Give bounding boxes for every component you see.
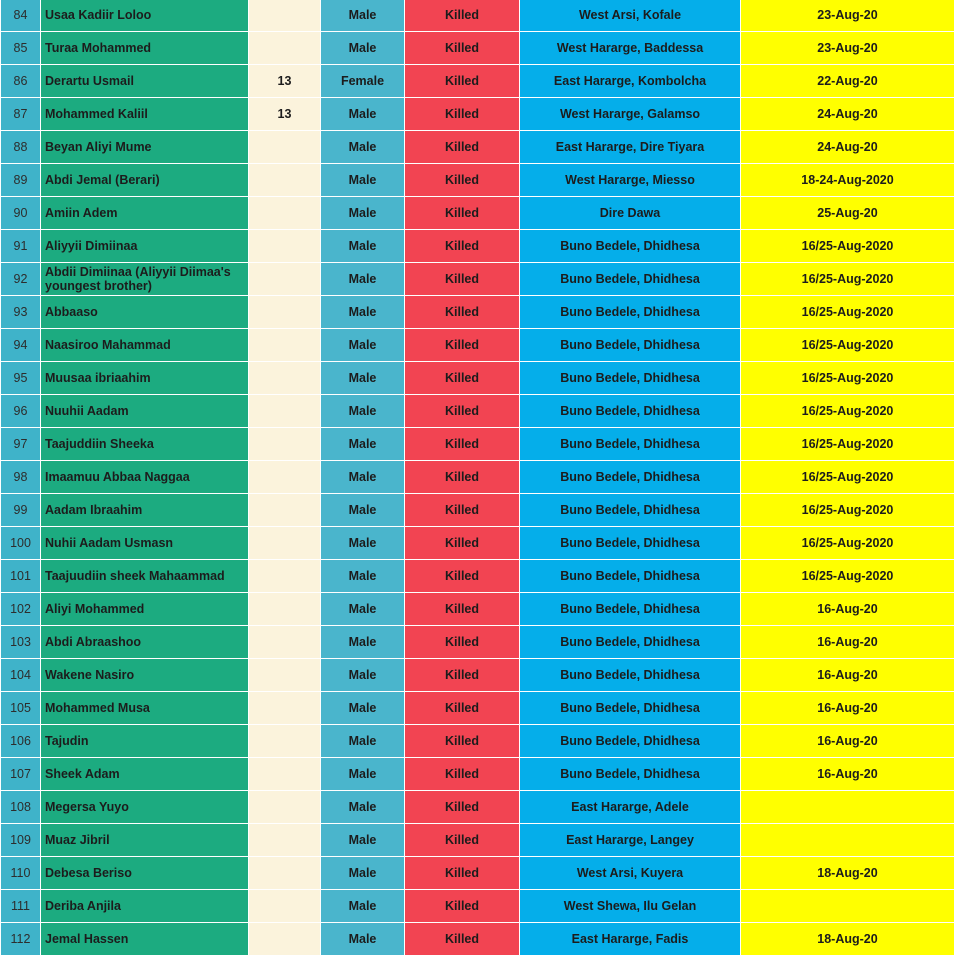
table-row — [1, 65, 954, 98]
location-cell[interactable]: Buno Bedele, Dhidhesa — [520, 593, 741, 626]
age-cell[interactable] — [249, 659, 321, 692]
date-cell[interactable]: 18-Aug-20 — [741, 923, 954, 956]
name-cell[interactable]: Taajuudiin sheek Mahaammad — [41, 560, 249, 593]
gender-cell[interactable]: Male — [321, 791, 405, 824]
status-cell[interactable]: Killed — [405, 791, 520, 824]
age-cell[interactable] — [249, 824, 321, 857]
date-cell[interactable]: 16/25-Aug-2020 — [741, 263, 954, 296]
gender-cell[interactable]: Male — [321, 659, 405, 692]
gender-cell[interactable]: Male — [321, 527, 405, 560]
location-cell[interactable]: Buno Bedele, Dhidhesa — [520, 659, 741, 692]
status-cell[interactable]: Killed — [405, 758, 520, 791]
age-cell[interactable] — [249, 230, 321, 263]
gender-cell[interactable]: Male — [321, 230, 405, 263]
row-number-cell[interactable]: 104 — [1, 659, 41, 692]
name-cell[interactable]: Mohammed Musa — [41, 692, 249, 725]
location-cell[interactable]: West Hararge, Miesso — [520, 164, 741, 197]
date-cell[interactable]: 16-Aug-20 — [741, 659, 954, 692]
gender-cell[interactable]: Male — [321, 593, 405, 626]
date-cell[interactable]: 16-Aug-20 — [741, 692, 954, 725]
status-cell[interactable]: Killed — [405, 560, 520, 593]
gender-cell[interactable]: Male — [321, 98, 405, 131]
location-cell[interactable]: Buno Bedele, Dhidhesa — [520, 230, 741, 263]
date-cell[interactable]: 16/25-Aug-2020 — [741, 560, 954, 593]
table-row — [1, 923, 954, 956]
name-cell[interactable]: Debesa Beriso — [41, 857, 249, 890]
row-number-cell[interactable]: 95 — [1, 362, 41, 395]
table-row — [1, 230, 954, 263]
age-cell[interactable] — [249, 692, 321, 725]
status-cell[interactable]: Killed — [405, 824, 520, 857]
table-row — [1, 197, 954, 230]
age-cell[interactable] — [249, 923, 321, 956]
age-cell[interactable] — [249, 197, 321, 230]
table-row — [1, 494, 954, 527]
date-cell[interactable]: 24-Aug-20 — [741, 131, 954, 164]
row-number-cell[interactable]: 99 — [1, 494, 41, 527]
status-cell[interactable]: Killed — [405, 362, 520, 395]
location-cell[interactable]: Buno Bedele, Dhidhesa — [520, 560, 741, 593]
status-cell[interactable]: Killed — [405, 197, 520, 230]
row-number-cell[interactable]: 85 — [1, 32, 41, 65]
gender-cell[interactable]: Male — [321, 461, 405, 494]
table-row — [1, 263, 954, 296]
table-row — [1, 527, 954, 560]
age-cell[interactable] — [249, 0, 321, 32]
table-row — [1, 791, 954, 824]
row-number-cell[interactable]: 88 — [1, 131, 41, 164]
age-cell[interactable] — [249, 131, 321, 164]
name-cell[interactable]: Wakene Nasiro — [41, 659, 249, 692]
date-cell[interactable]: 16-Aug-20 — [741, 626, 954, 659]
row-number-cell[interactable]: 86 — [1, 65, 41, 98]
status-cell[interactable]: Killed — [405, 395, 520, 428]
table-row — [1, 362, 954, 395]
name-cell[interactable]: Abdii Dimiinaa (Aliyyii Diimaa's youngest brother) — [41, 263, 249, 296]
age-cell[interactable] — [249, 890, 321, 923]
status-cell[interactable]: Killed — [405, 923, 520, 956]
location-cell[interactable]: Buno Bedele, Dhidhesa — [520, 362, 741, 395]
date-cell[interactable]: 23-Aug-20 — [741, 32, 954, 65]
status-cell[interactable]: Killed — [405, 626, 520, 659]
date-cell[interactable]: 16/25-Aug-2020 — [741, 527, 954, 560]
name-cell[interactable]: Turaa Mohammed — [41, 32, 249, 65]
table-row — [1, 692, 954, 725]
date-cell[interactable]: 16/25-Aug-2020 — [741, 230, 954, 263]
name-cell[interactable]: Usaa Kadiir Loloo — [41, 0, 249, 32]
age-cell[interactable] — [249, 296, 321, 329]
row-number-cell[interactable]: 87 — [1, 98, 41, 131]
date-cell[interactable]: 25-Aug-20 — [741, 197, 954, 230]
row-number-cell[interactable]: 111 — [1, 890, 41, 923]
location-cell[interactable]: West Arsi, Kuyera — [520, 857, 741, 890]
row-number-cell[interactable]: 94 — [1, 329, 41, 362]
date-cell[interactable]: 16/25-Aug-2020 — [741, 428, 954, 461]
age-cell[interactable] — [249, 725, 321, 758]
row-number-cell[interactable]: 96 — [1, 395, 41, 428]
status-cell[interactable]: Killed — [405, 593, 520, 626]
table-row — [1, 890, 954, 923]
date-cell[interactable] — [741, 791, 954, 824]
gender-cell[interactable]: Male — [321, 692, 405, 725]
row-number-cell[interactable]: 93 — [1, 296, 41, 329]
gender-cell[interactable]: Female — [321, 65, 405, 98]
row-number-cell[interactable]: 91 — [1, 230, 41, 263]
age-cell[interactable] — [249, 32, 321, 65]
table-row — [1, 428, 954, 461]
date-cell[interactable]: 22-Aug-20 — [741, 65, 954, 98]
gender-cell[interactable]: Male — [321, 626, 405, 659]
age-cell[interactable] — [249, 395, 321, 428]
age-cell[interactable] — [249, 791, 321, 824]
gender-cell[interactable]: Male — [321, 494, 405, 527]
location-cell[interactable]: East Hararge, Langey — [520, 824, 741, 857]
location-cell[interactable]: West Hararge, Baddessa — [520, 32, 741, 65]
date-cell[interactable]: 23-Aug-20 — [741, 0, 954, 32]
location-cell[interactable]: West Shewa, Ilu Gelan — [520, 890, 741, 923]
status-cell[interactable]: Killed — [405, 890, 520, 923]
name-cell[interactable]: Tajudin — [41, 725, 249, 758]
age-cell[interactable] — [249, 626, 321, 659]
name-cell[interactable]: Mohammed Kaliil — [41, 98, 249, 131]
age-cell[interactable]: 13 — [249, 98, 321, 131]
name-cell[interactable]: Muaz Jibril — [41, 824, 249, 857]
date-cell[interactable]: 16-Aug-20 — [741, 758, 954, 791]
age-cell[interactable] — [249, 362, 321, 395]
name-cell[interactable]: Aadam Ibraahim — [41, 494, 249, 527]
location-cell[interactable]: Dire Dawa — [520, 197, 741, 230]
location-cell[interactable]: Buno Bedele, Dhidhesa — [520, 428, 741, 461]
status-cell[interactable]: Killed — [405, 494, 520, 527]
status-cell[interactable]: Killed — [405, 65, 520, 98]
date-cell[interactable]: 16/25-Aug-2020 — [741, 461, 954, 494]
table-row — [1, 758, 954, 791]
location-cell[interactable]: Buno Bedele, Dhidhesa — [520, 395, 741, 428]
table-body — [1, 0, 954, 956]
row-number-cell[interactable]: 98 — [1, 461, 41, 494]
gender-cell[interactable]: Male — [321, 32, 405, 65]
row-number-cell[interactable]: 89 — [1, 164, 41, 197]
status-cell[interactable]: Killed — [405, 296, 520, 329]
date-cell[interactable]: 18-24-Aug-2020 — [741, 164, 954, 197]
row-number-cell[interactable]: 108 — [1, 791, 41, 824]
location-cell[interactable]: Buno Bedele, Dhidhesa — [520, 329, 741, 362]
gender-cell[interactable]: Male — [321, 263, 405, 296]
table-row — [1, 593, 954, 626]
age-cell[interactable] — [249, 593, 321, 626]
gender-cell[interactable]: Male — [321, 131, 405, 164]
table-row — [1, 329, 954, 362]
gender-cell[interactable]: Male — [321, 395, 405, 428]
status-cell[interactable]: Killed — [405, 98, 520, 131]
location-cell[interactable]: Buno Bedele, Dhidhesa — [520, 626, 741, 659]
location-cell[interactable]: Buno Bedele, Dhidhesa — [520, 692, 741, 725]
table-row — [1, 32, 954, 65]
row-number-cell[interactable]: 97 — [1, 428, 41, 461]
table-row — [1, 131, 954, 164]
name-cell[interactable]: Naasiroo Mahammad — [41, 329, 249, 362]
row-number-cell[interactable]: 112 — [1, 923, 41, 956]
gender-cell[interactable]: Male — [321, 824, 405, 857]
status-cell[interactable]: Killed — [405, 527, 520, 560]
gender-cell[interactable]: Male — [321, 0, 405, 32]
age-cell[interactable] — [249, 758, 321, 791]
name-cell[interactable]: Aliyi Mohammed — [41, 593, 249, 626]
date-cell[interactable]: 16-Aug-20 — [741, 593, 954, 626]
status-cell[interactable]: Killed — [405, 32, 520, 65]
location-cell[interactable]: West Arsi, Kofale — [520, 0, 741, 32]
table-row — [1, 725, 954, 758]
status-cell[interactable]: Killed — [405, 428, 520, 461]
status-cell[interactable]: Killed — [405, 0, 520, 32]
date-cell[interactable]: 16/25-Aug-2020 — [741, 494, 954, 527]
table-row — [1, 857, 954, 890]
age-cell[interactable] — [249, 329, 321, 362]
date-cell[interactable] — [741, 890, 954, 923]
location-cell[interactable]: East Hararge, Fadis — [520, 923, 741, 956]
name-cell[interactable]: Abdi Abraashoo — [41, 626, 249, 659]
gender-cell[interactable]: Male — [321, 725, 405, 758]
location-cell[interactable]: East Hararge, Adele — [520, 791, 741, 824]
location-cell[interactable]: East Hararge, Kombolcha — [520, 65, 741, 98]
location-cell[interactable]: Buno Bedele, Dhidhesa — [520, 263, 741, 296]
date-cell[interactable]: 16/25-Aug-2020 — [741, 296, 954, 329]
gender-cell[interactable]: Male — [321, 362, 405, 395]
table-row — [1, 461, 954, 494]
table-row — [1, 659, 954, 692]
name-cell[interactable]: Aliyyii Dimiinaa — [41, 230, 249, 263]
status-cell[interactable]: Killed — [405, 461, 520, 494]
name-cell[interactable]: Jemal Hassen — [41, 923, 249, 956]
status-cell[interactable]: Killed — [405, 659, 520, 692]
age-cell[interactable]: 13 — [249, 65, 321, 98]
table-row — [1, 164, 954, 197]
date-cell[interactable]: 16/25-Aug-2020 — [741, 395, 954, 428]
row-number-cell[interactable]: 109 — [1, 824, 41, 857]
row-number-cell[interactable]: 102 — [1, 593, 41, 626]
row-number-cell[interactable]: 100 — [1, 527, 41, 560]
row-number-cell[interactable]: 105 — [1, 692, 41, 725]
gender-cell[interactable]: Male — [321, 560, 405, 593]
date-cell[interactable]: 16/25-Aug-2020 — [741, 329, 954, 362]
age-cell[interactable] — [249, 164, 321, 197]
row-number-cell[interactable]: 107 — [1, 758, 41, 791]
status-cell[interactable]: Killed — [405, 692, 520, 725]
table-row — [1, 0, 954, 32]
date-cell[interactable]: 16-Aug-20 — [741, 725, 954, 758]
gender-cell[interactable]: Male — [321, 197, 405, 230]
gender-cell[interactable]: Male — [321, 296, 405, 329]
table-row — [1, 395, 954, 428]
age-cell[interactable] — [249, 428, 321, 461]
row-number-cell[interactable]: 103 — [1, 626, 41, 659]
gender-cell[interactable]: Male — [321, 758, 405, 791]
date-cell[interactable]: 18-Aug-20 — [741, 857, 954, 890]
row-number-cell[interactable]: 84 — [1, 0, 41, 32]
gender-cell[interactable]: Male — [321, 923, 405, 956]
status-cell[interactable]: Killed — [405, 329, 520, 362]
location-cell[interactable]: East Hararge, Dire Tiyara — [520, 131, 741, 164]
age-cell[interactable] — [249, 560, 321, 593]
age-cell[interactable] — [249, 494, 321, 527]
name-cell[interactable]: Abdi Jemal (Berari) — [41, 164, 249, 197]
row-number-cell[interactable]: 101 — [1, 560, 41, 593]
name-cell[interactable]: Imaamuu Abbaa Naggaa — [41, 461, 249, 494]
name-cell[interactable]: Beyan Aliyi Mume — [41, 131, 249, 164]
status-cell[interactable]: Killed — [405, 857, 520, 890]
table-row — [1, 560, 954, 593]
age-cell[interactable] — [249, 263, 321, 296]
date-cell[interactable]: 24-Aug-20 — [741, 98, 954, 131]
location-cell[interactable]: Buno Bedele, Dhidhesa — [520, 494, 741, 527]
age-cell[interactable] — [249, 857, 321, 890]
name-cell[interactable]: Derartu Usmail — [41, 65, 249, 98]
name-cell[interactable]: Megersa Yuyo — [41, 791, 249, 824]
name-cell[interactable]: Deriba Anjila — [41, 890, 249, 923]
name-cell[interactable]: Taajuddiin Sheeka — [41, 428, 249, 461]
gender-cell[interactable]: Male — [321, 857, 405, 890]
age-cell[interactable] — [249, 461, 321, 494]
table-row — [1, 824, 954, 857]
status-cell[interactable]: Killed — [405, 164, 520, 197]
row-number-cell[interactable]: 110 — [1, 857, 41, 890]
location-cell[interactable]: Buno Bedele, Dhidhesa — [520, 296, 741, 329]
gender-cell[interactable]: Male — [321, 890, 405, 923]
row-number-cell[interactable]: 90 — [1, 197, 41, 230]
row-number-cell[interactable]: 92 — [1, 263, 41, 296]
date-cell[interactable]: 16/25-Aug-2020 — [741, 362, 954, 395]
location-cell[interactable]: Buno Bedele, Dhidhesa — [520, 725, 741, 758]
gender-cell[interactable]: Male — [321, 329, 405, 362]
name-cell[interactable]: Amiin Adem — [41, 197, 249, 230]
name-cell[interactable]: Muusaa ibriaahim — [41, 362, 249, 395]
gender-cell[interactable]: Male — [321, 164, 405, 197]
location-cell[interactable]: Buno Bedele, Dhidhesa — [520, 527, 741, 560]
name-cell[interactable]: Nuhii Aadam Usmasn — [41, 527, 249, 560]
status-cell[interactable]: Killed — [405, 230, 520, 263]
name-cell[interactable]: Abbaaso — [41, 296, 249, 329]
location-cell[interactable]: Buno Bedele, Dhidhesa — [520, 758, 741, 791]
table-row — [1, 296, 954, 329]
name-cell[interactable]: Sheek Adam — [41, 758, 249, 791]
location-cell[interactable]: Buno Bedele, Dhidhesa — [520, 461, 741, 494]
status-cell[interactable]: Killed — [405, 131, 520, 164]
age-cell[interactable] — [249, 527, 321, 560]
status-cell[interactable]: Killed — [405, 263, 520, 296]
row-number-cell[interactable]: 106 — [1, 725, 41, 758]
gender-cell[interactable]: Male — [321, 428, 405, 461]
date-cell[interactable] — [741, 824, 954, 857]
table-row — [1, 98, 954, 131]
name-cell[interactable]: Nuuhii Aadam — [41, 395, 249, 428]
location-cell[interactable]: West Hararge, Galamso — [520, 98, 741, 131]
status-cell[interactable]: Killed — [405, 725, 520, 758]
table-row — [1, 626, 954, 659]
